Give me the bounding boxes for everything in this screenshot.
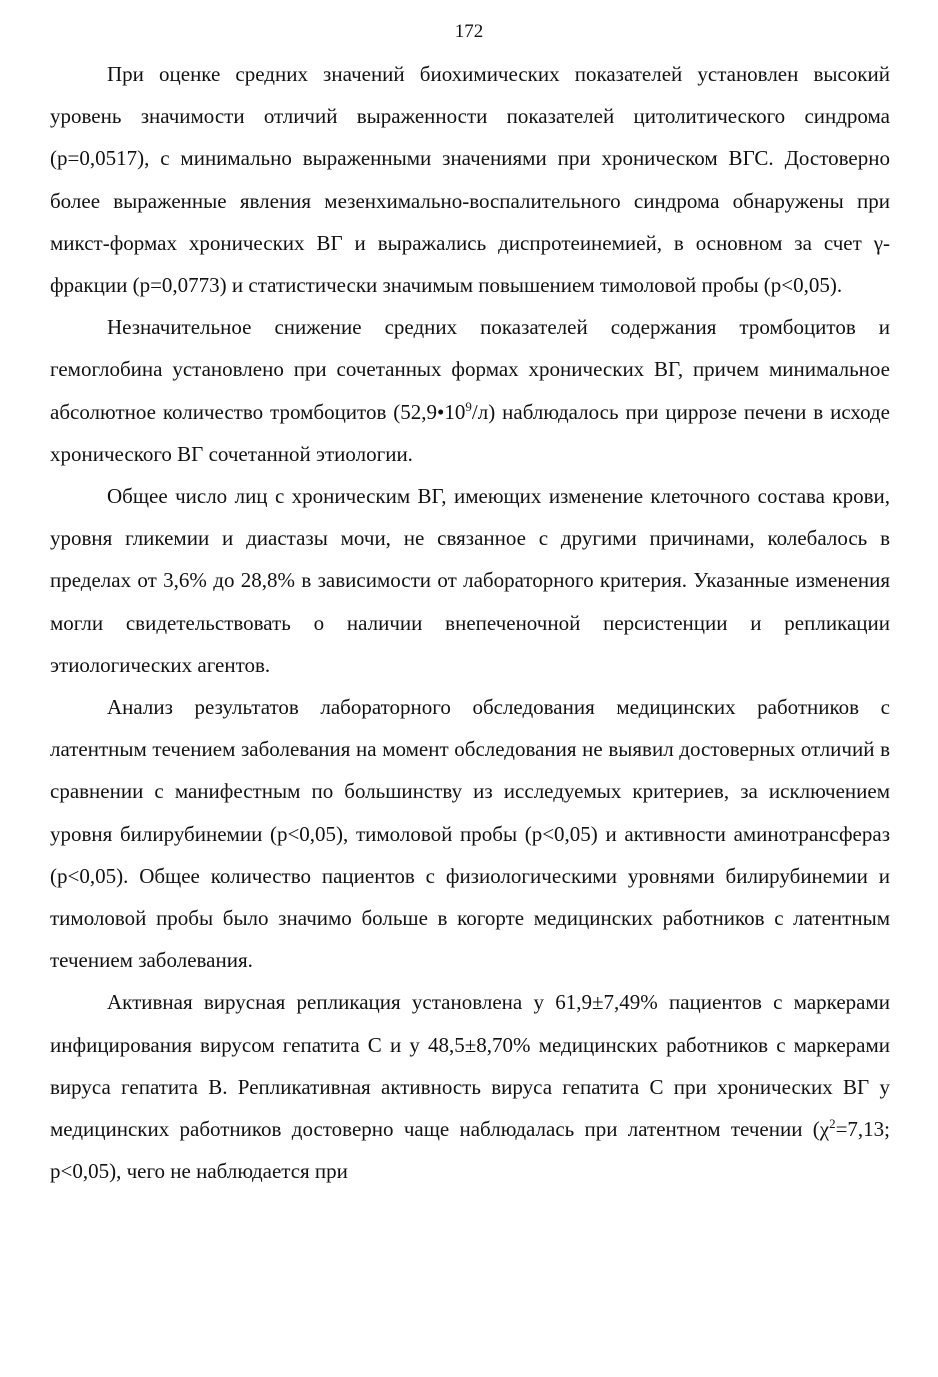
paragraph-5-text-before: Активная вирусная репликация установлена у 61,9±7,49% пациентов с маркерами инфицирования вирусом гепатита С и у 48,5±8,70% медицинских работников с маркерами вируса гепатита В. Репликативная активность вируса гепатита С при хронических ВГ у медицинских работников достоверно чаще наблюдалась при латентном течении (χ xyxy=(50,990,890,1142)
body-text xyxy=(50,53,890,1192)
paragraph-2-text-before: Незначительное снижение средних показателей содержания тромбоцитов и гемоглобина установлено при сочетанных формах хронических ВГ, причем минимальное абсолютное количество тромбоцитов (52,9•10 xyxy=(50,315,890,424)
paragraph-2-text-after: /л) наблюдалось при циррозе печени в исходе хронического ВГ сочетанной этиологии. xyxy=(50,399,890,466)
paragraph-5-text-after: =7,13; р<0,05), чего не наблюдается при xyxy=(50,1117,890,1184)
paragraph-5-superscript: 2 xyxy=(829,1116,836,1132)
paragraph-3: Общее число лиц с хроническим ВГ, имеющих изменение клеточного состава крови, уровня гликемии и диастазы мочи, не связанное с другими причинами, колебалось в пределах от 3,6% до 28,8% в зависимости от лабораторного критерия. Указанные изменения могли свидетельствовать о наличии внепеченочной персистенции и репликации этиологических агентов. xyxy=(50,484,890,677)
page-number: 172 xyxy=(454,21,484,42)
paragraph-2-superscript: 9 xyxy=(465,398,472,414)
paragraph-4: Анализ результатов лабораторного обследования медицинских работников с латентным течением заболевания на момент обследования не выявил достоверных отличий в сравнении с манифестным по большинству из исследуемых критериев, за исключением уровня билирубинемии (р<0,05), тимоловой пробы (р<0,05) и активности аминотрансфераз (р<0,05). Общее количество пациентов с физиологическими уровнями билирубинемии и тимоловой пробы было значимо больше в когорте медицинских работников с латентным течением заболевания. xyxy=(50,695,890,973)
paragraph-5 xyxy=(50,981,890,1192)
paragraph-1: При оценке средних значений биохимических показателей установлен высокий уровень значимости отличий выраженности показателей цитолитического синдрома (р=0,0517), с минимально выраженными значениями при хроническом ВГС. Достоверно более выраженные явления мезенхимально-воспалительного синдрома обнаружены при микст-формах хронических ВГ и выражались диспротеинемией, в основном за счет γ-фракции (р=0,0773) и статистически значимым повышением тимоловой пробы (р<0,05). xyxy=(50,62,890,298)
paragraph-2 xyxy=(50,306,890,475)
